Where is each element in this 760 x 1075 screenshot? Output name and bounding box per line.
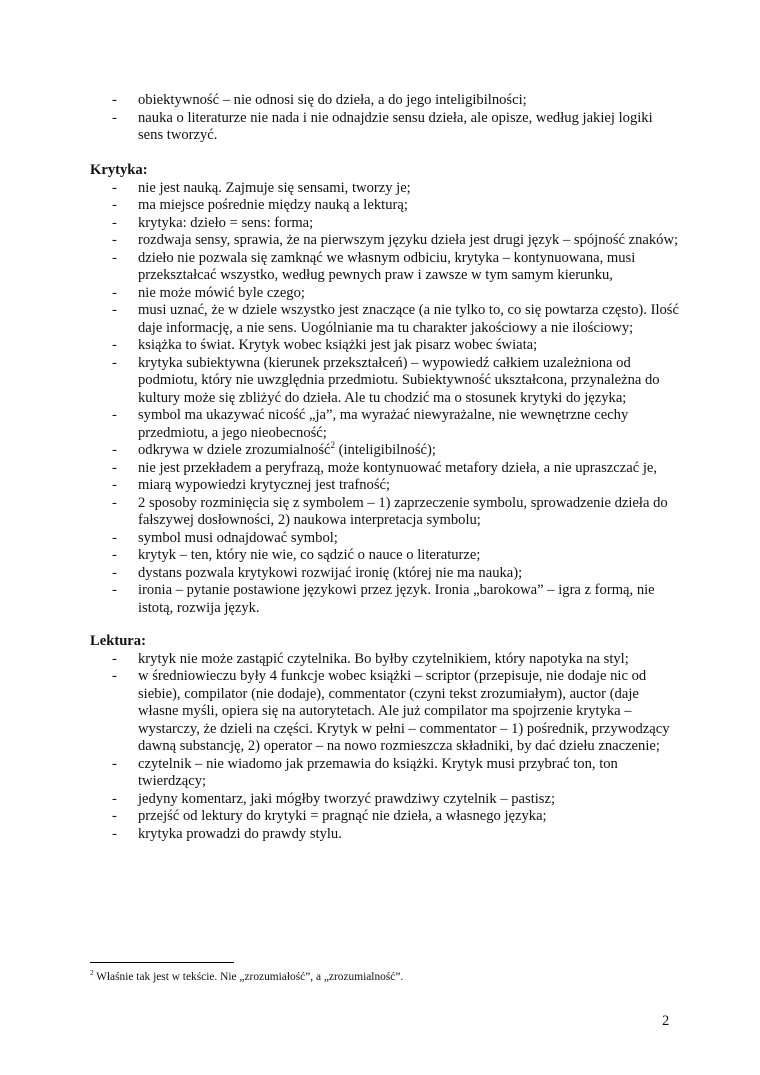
list-item: - 2 sposoby rozminięcia się z symbolem – 1) zaprzeczenie symbolu, sprowadzenie dzieła do fałszywej dosłowności, 2) naukowa interpretacja symbolu; (112, 494, 668, 528)
list-item: - nie może mówić byle czego; (112, 284, 305, 301)
list-item: - odkrywa w dziele zrozumialność$^2$ (inteligibilność); (112, 440, 436, 458)
list-item: - ma miejsce pośrednie między nauką a lekturą; (112, 197, 408, 213)
list-item: - nauka o literaturze nie nada i nie odnajdzie sensu dzieła, ale opisze, według jakiej logiki sens tworzyć. (112, 109, 653, 143)
footnote (90, 970, 690, 984)
footnote-reference[interactable]: 2 (330, 440, 335, 451)
list-item: - rozdwaja sensy, sprawia, że na pierwszym języku dzieła jest drugi język – spójność znaków; (112, 232, 679, 248)
footnote-separator (90, 962, 234, 963)
list-item: - ironia – pytanie postawione językowi przez język. Ironia „barokowa” – igra z formą, nie istotą, rozwija język. (112, 582, 655, 616)
list-item: - krytyka prowadzi do prawdy stylu. (112, 825, 342, 842)
list-item: - miarą wypowiedzi krytycznej jest trafność; (112, 477, 391, 493)
section-lektura (90, 633, 680, 843)
list-item: - w średniowieczu były 4 funkcje wobec książki – scriptor (przepisuje, nie dodaje nic od siebie), compilator (nie dodaje), commentator (czyni tekst zrozumiałym), auctor (daje własne myśli, opiera się na autorytetach. Ale już compilator ma spojrzenie krytyka – wystarczy, że dzieli na części. Krytyk w pełni – commentator – 1) pośrednik, przywodzący dawną substancję, 2) operator – na nowo rozmieszcza składniki, by dać dziełu znaczenie; (112, 668, 670, 754)
bullet-dash: - (112, 92, 117, 108)
krytyka-list (90, 180, 680, 618)
bullet-dash: - (112, 109, 117, 126)
footnote-mark: 2 (90, 969, 94, 978)
list-item: - nie jest nauką. Zajmuje się sensami, tworzy je; (112, 179, 411, 196)
list-item: - symbol musi odnajdować symbol; (112, 529, 338, 546)
list-item: - czytelnik – nie wiadomo jak przemawia do książki. Krytyk musi przybrać ton, ton twierdzący; (112, 755, 618, 789)
list-item: - dystans pozwala krytykowi rozwijać ironię (której nie ma nauka); (112, 564, 523, 581)
page-number: 2 (662, 1013, 670, 1029)
list-item: - jedyny komentarz, jaki mógłby tworzyć prawdziwy czytelnik – pastisz; (112, 790, 556, 807)
intro-list (90, 92, 680, 145)
list-item: - krytyk – ten, który nie wie, co sądzić o nauce o literaturze; (112, 547, 481, 563)
list-item: - symbol ma ukazywać nicość „ja”, ma wyrażać niewyrażalne, nie wewnętrzne cechy przedmiotu, a jego nieobecność; (112, 407, 629, 441)
footnote-text: Właśnie tak jest w tekście. Nie „zrozumiałość”, a „zrozumialność”. (93, 971, 404, 983)
list-item: - obiektywność – nie odnosi się do dzieła, a do jego inteligibilności; (112, 92, 527, 108)
section-heading-krytyka: Krytyka: (90, 162, 148, 178)
section-heading-lektura: Lektura: (90, 633, 146, 649)
list-item: - nie jest przekładem a peryfrazą, może kontynuować metafory dzieła, a nie upraszczać je, (112, 459, 658, 476)
list-item: - dzieło nie pozwala się zamknąć we własnym odbiciu, krytyka – kontynuowana, musi przekształcać wszystko, według pewnych praw i zawsze w tym samym kierunku, (112, 249, 636, 283)
section-krytyka (90, 162, 680, 617)
lektura-list (90, 651, 680, 844)
list-item: - książka to świat. Krytyk wobec książki jest jak pisarz wobec świata; (112, 337, 538, 353)
list-item: - krytyka: dzieło = sens: forma; (112, 214, 314, 231)
list-item: - musi uznać, że w dziele wszystko jest znaczące (a nie tylko to, co się powtarza często). Ilość daje informację, a nie sens. Uogólnianie ma tu charakter jakościowy a nie ilościowy; (112, 302, 679, 336)
list-item: - krytyk nie może zastąpić czytelnika. Bo byłby czytelnikiem, który napotyka na styl; (112, 650, 629, 667)
list-item: - krytyka subiektywna (kierunek przekształceń) – wypowiedź całkiem uzależniona od podmiotu, który nie uwzględnia przedmiotu. Subiektywność ukształcona, przynależna do kultury może się zbliżyć do dzieła. Ale tu chodzić ma o stosunek krytyki do języka; (112, 354, 660, 406)
list-item: - przejść od lektury do krytyki = pragnąć nie dzieła, a własnego języka; (112, 808, 547, 824)
